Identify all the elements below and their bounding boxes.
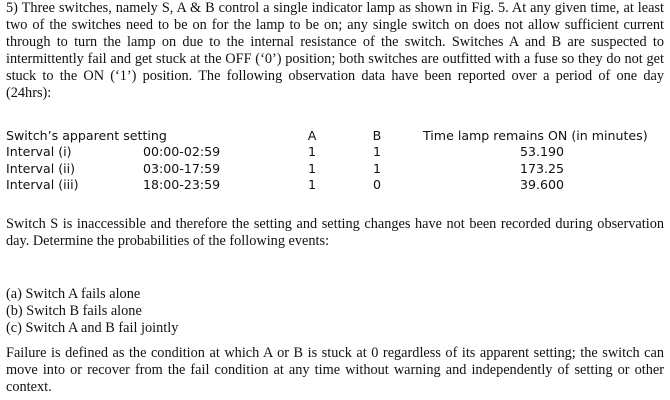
row-range: 03:00-17:59 <box>143 160 221 176</box>
failure-definition: Failure is defined as the condition at which A or B is stuck at 0 regardless of its apparent setting; the switch can move into or recover from the fail condition at any time without warning and independently of setting or other context. <box>6 345 664 395</box>
observation-table <box>6 128 664 194</box>
row-minutes: 39.600 <box>519 177 565 193</box>
row-b: 0 <box>372 177 381 193</box>
table-row <box>6 144 664 160</box>
table-header-row <box>6 128 664 144</box>
row-b: 1 <box>372 144 381 160</box>
list-item: (c) Switch A and B fail jointly <box>6 320 179 336</box>
header-time: Time lamp remains ON (in minutes) <box>423 128 648 143</box>
table-row <box>6 177 664 193</box>
row-a: 1 <box>307 160 316 176</box>
problem-intro: 5) Three switches, namely S, A & B control a single indicator lamp as shown in Fig. 5. At any given time, at least two of the switches need to be on for the lamp to be on; any single switch on does not allow sufficient current through to turn the lamp on due to the internal resistance of the switch. Switches A and B are suspected to intermittently fail and get stuck at the OFF (‘0’) position; both switches are outfitted with a fuse so they do not get stuck to the ON (‘1’) position. The following observation data have been reported over a period of one day (24hrs): <box>6 0 664 101</box>
header-setting: Switch’s apparent setting <box>6 128 167 143</box>
row-label: Interval (iii) <box>6 177 79 193</box>
row-a: 1 <box>307 177 316 193</box>
table-row <box>6 161 664 177</box>
row-label: Interval (ii) <box>6 160 76 176</box>
row-range: 00:00-02:59 <box>143 144 221 160</box>
row-b: 1 <box>372 160 381 176</box>
header-a: A <box>307 128 317 143</box>
row-a: 1 <box>307 144 316 160</box>
row-minutes: 173.25 <box>519 160 565 176</box>
list-item: (b) Switch B fails alone <box>6 303 142 319</box>
row-range: 18:00-23:59 <box>143 177 221 193</box>
row-label: Interval (i) <box>6 144 72 160</box>
list-item: (a) Switch A fails alone <box>6 286 141 302</box>
header-b: B <box>372 128 382 143</box>
switch-s-note: Switch S is inaccessible and therefore the setting and setting changes have not been recorded during observation day. Determine the probabilities of the following events: <box>6 216 664 249</box>
event-list <box>6 286 664 337</box>
row-minutes: 53.190 <box>519 144 565 160</box>
